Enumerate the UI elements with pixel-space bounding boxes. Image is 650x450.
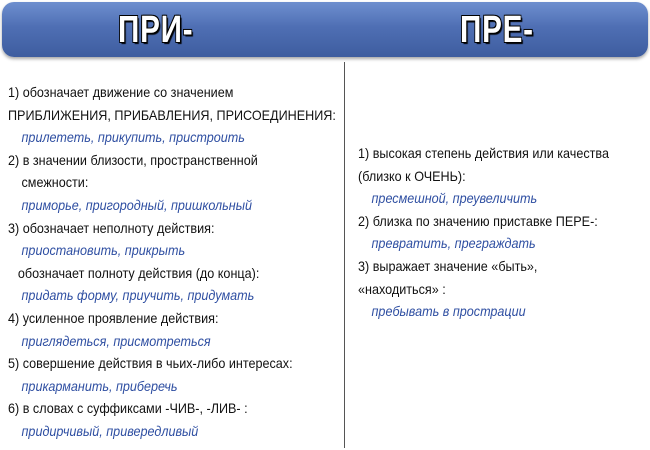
pri-rules-column [8, 81, 342, 443]
title-pre: ПРЕ- [460, 9, 534, 51]
rule-text: 4) усиленное проявление действия: [8, 309, 219, 326]
rule-text: 2) близка по значению приставке ПЕРЕ-: [358, 212, 598, 229]
example-text: приморье, пригородный, пришкольный [21, 196, 252, 213]
rule-text: 3) обозначает неполноту действия: [8, 219, 215, 236]
example-text: придирчивый, привередливый [21, 422, 199, 439]
rule-text: «находиться» : [358, 280, 446, 297]
rule-text: обозначает полноту действия (до конца): [17, 264, 260, 281]
example-text: прикарманить, приберечь [21, 377, 178, 394]
column-divider [344, 62, 345, 448]
rule-text: (близко к ОЧЕНЬ): [358, 167, 466, 184]
example-text: приостановить, прикрыть [21, 242, 186, 259]
rule-text: 6) в словах с суффиксами -ЧИВ-, -ЛИВ- : [8, 400, 248, 417]
header-banner [2, 2, 648, 57]
example-text: превратить, преграждать [371, 235, 536, 252]
rule-text: 2) в значении близости, пространственной [8, 151, 258, 168]
example-text: придать форму, приучить, придумать [21, 287, 255, 304]
example-text: пресмешной, преувеличить [371, 190, 538, 207]
title-pri: ПРИ- [118, 9, 194, 51]
rule-text: смежности: [21, 174, 89, 191]
rule-text: ПРИБЛИЖЕНИЯ, ПРИБАВЛЕНИЯ, ПРИСОЕДИНЕНИЯ: [8, 106, 336, 123]
rule-text: 3) выражает значение «быть», [358, 257, 538, 274]
pre-rules-column [358, 142, 648, 323]
rule-text: 5) совершение действия в чьих-либо интересах: [8, 355, 293, 372]
example-text: прилететь, прикупить, пристроить [21, 129, 245, 146]
rule-text: 1) высокая степень действия или качества [358, 145, 610, 161]
example-text: пребывать в прострации [371, 303, 526, 320]
rule-text: 1) обозначает движение со значением [8, 84, 234, 100]
example-text: приглядеться, присмотреться [21, 332, 211, 349]
